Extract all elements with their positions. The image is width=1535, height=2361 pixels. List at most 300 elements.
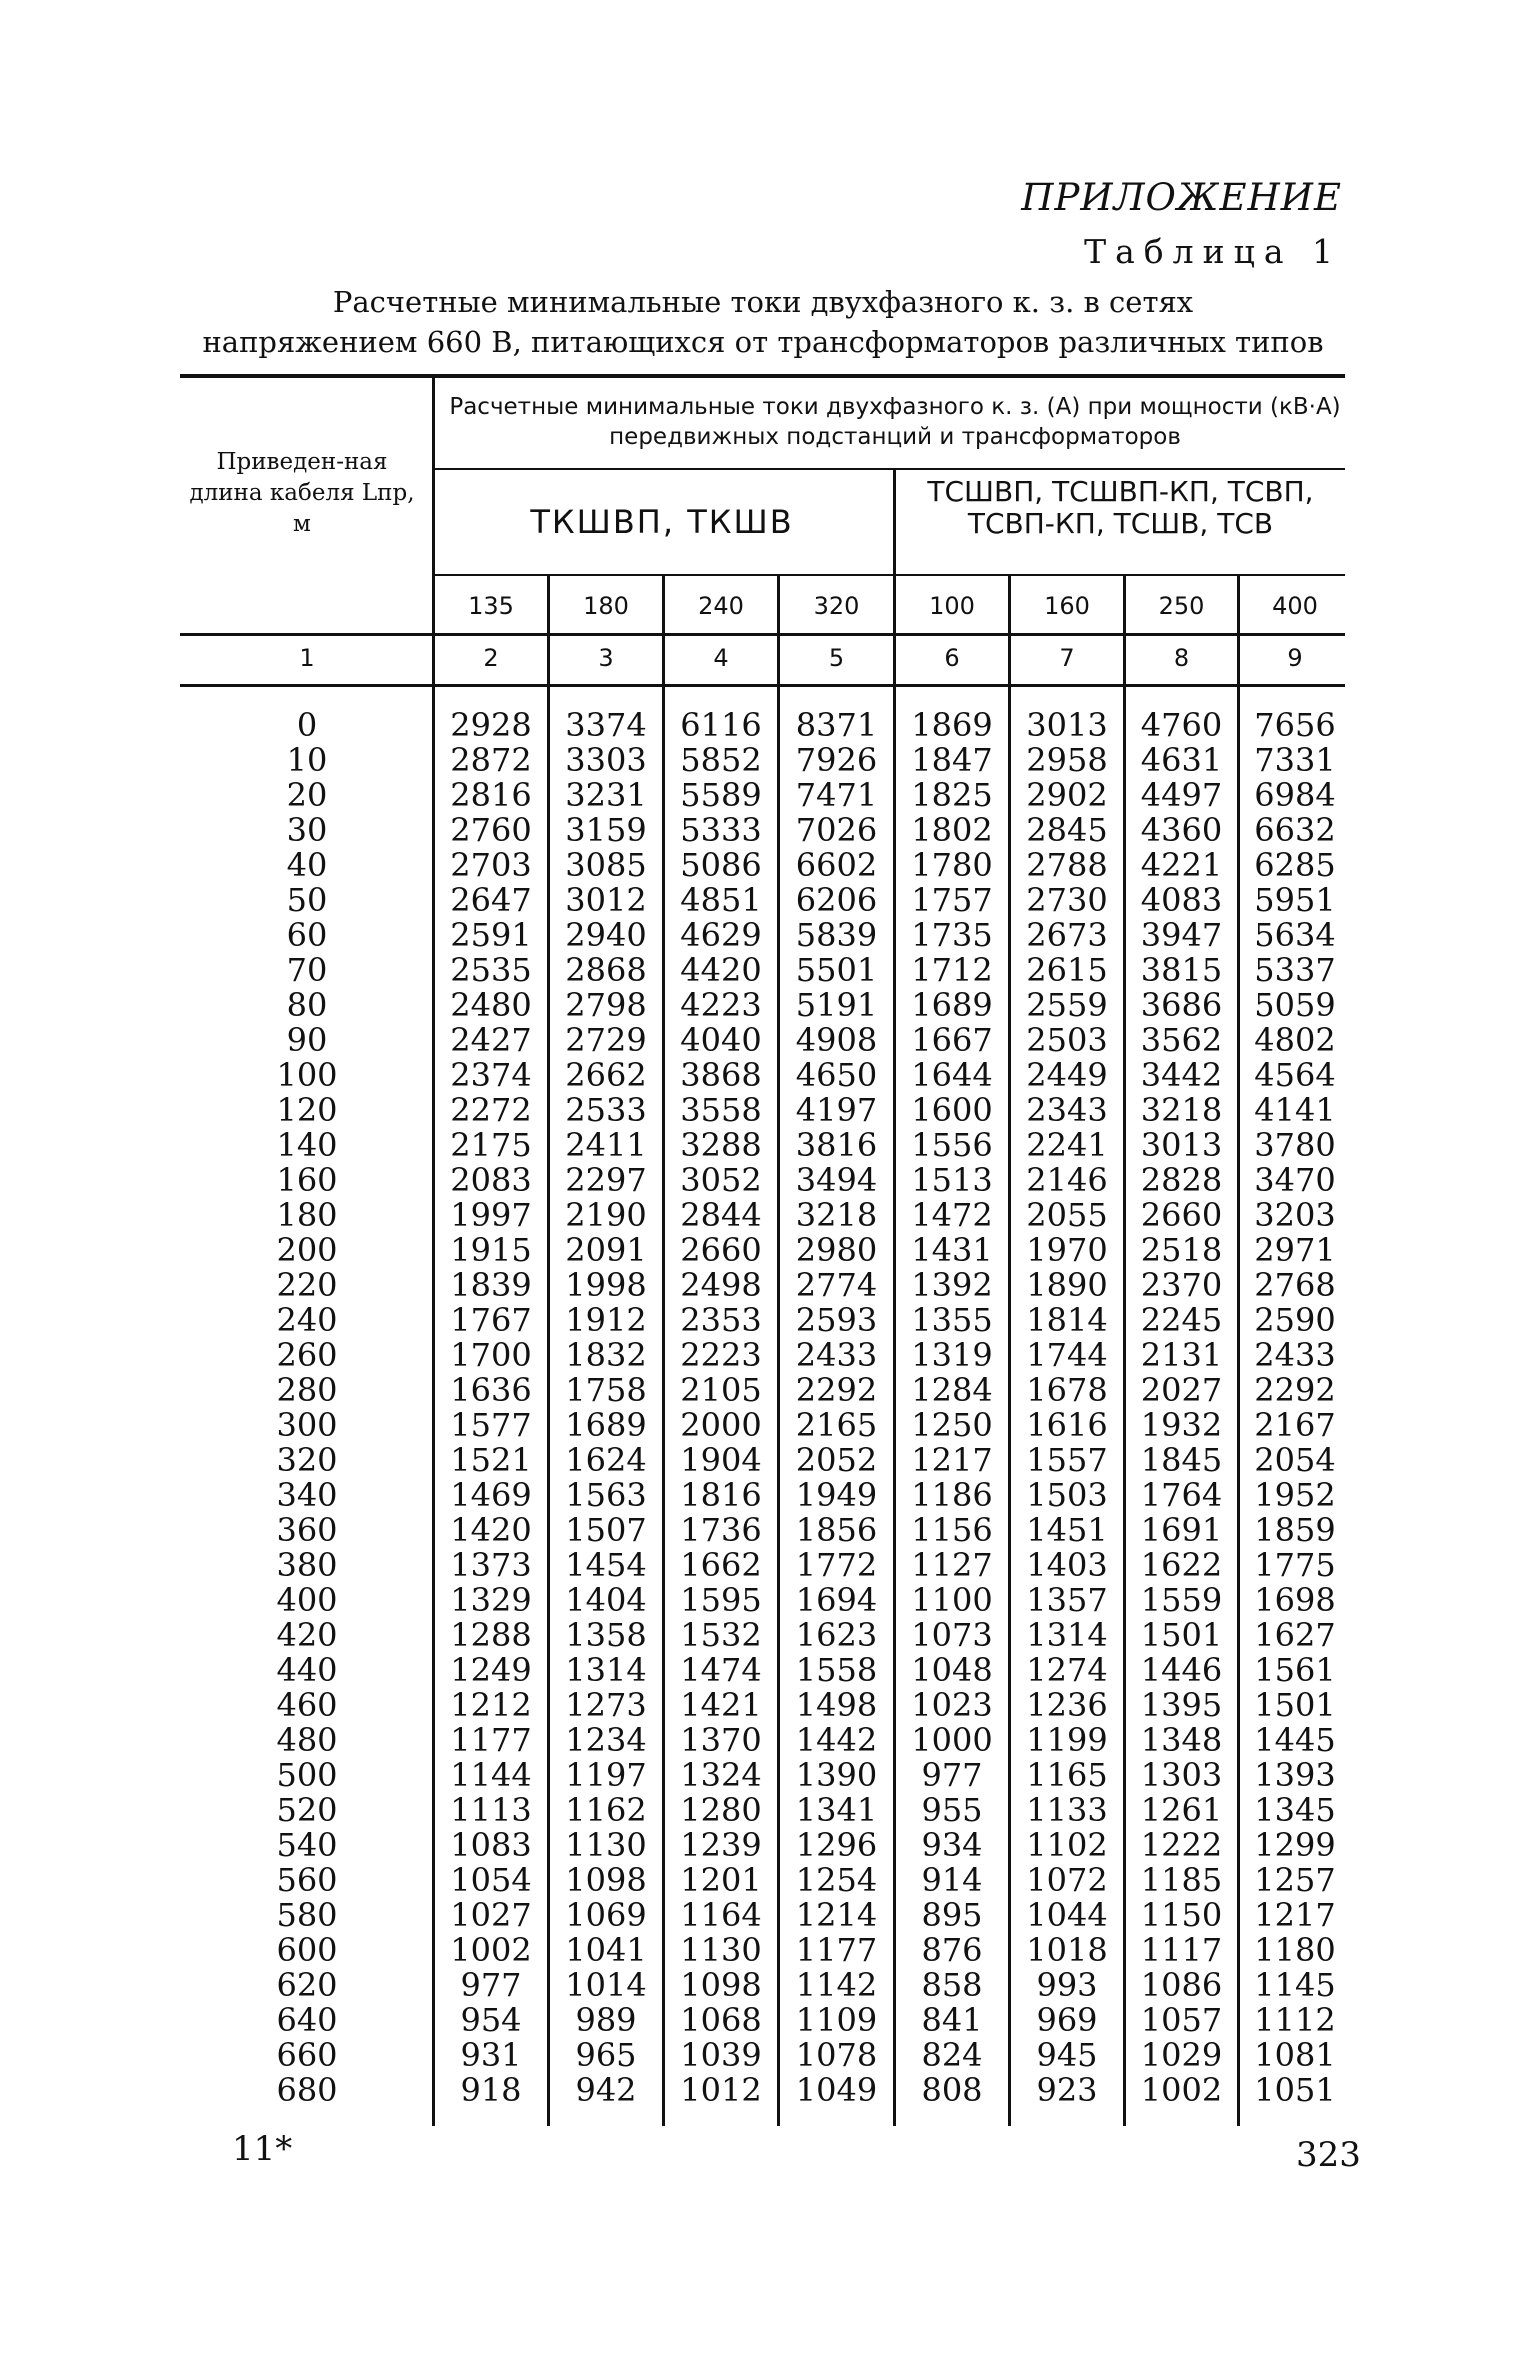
- current-value-cell: 1563: [565, 1476, 647, 1514]
- current-value-cell: 2828: [1140, 1161, 1223, 1199]
- subheader-rule: [433, 468, 1345, 470]
- current-value-cell: 858: [921, 1966, 983, 2004]
- current-value-cell: 1261: [1140, 1791, 1223, 1829]
- current-value-cell: 2343: [1026, 1091, 1108, 1129]
- current-value-cell: 3203: [1254, 1196, 1336, 1234]
- current-value-cell: 2374: [450, 1056, 532, 1094]
- current-value-cell: 1644: [911, 1056, 993, 1094]
- current-value-cell: 1689: [565, 1406, 647, 1444]
- current-value-cell: 1086: [1140, 1966, 1223, 2004]
- currents-header: Расчетные минимальные токи двухфазного к. з. (А) при мощности (кВ·А) передвижных подстанций и трансформаторов: [449, 394, 1341, 450]
- current-value-cell: 2223: [680, 1336, 762, 1374]
- table-row: [0, 1023, 1535, 1058]
- current-value-cell: 2449: [1026, 1056, 1108, 1094]
- current-value-cell: 942: [575, 2071, 637, 2109]
- current-value-cell: 2503: [1026, 1021, 1108, 1059]
- current-value-cell: 1112: [1254, 2001, 1336, 2039]
- current-value-cell: 1600: [911, 1091, 993, 1129]
- current-value-cell: 1421: [680, 1686, 762, 1724]
- power-135: 135: [468, 592, 514, 620]
- current-value-cell: 2533: [565, 1091, 647, 1129]
- current-value-cell: 1622: [1140, 1546, 1223, 1584]
- current-value-cell: 1057: [1140, 2001, 1223, 2039]
- cable-length-cell: 0: [296, 706, 318, 744]
- current-value-cell: 2175: [450, 1126, 532, 1164]
- current-value-cell: 1133: [1026, 1791, 1108, 1829]
- current-value-cell: 1054: [450, 1861, 532, 1899]
- current-value-cell: 1532: [680, 1616, 762, 1654]
- current-value-cell: 1744: [1026, 1336, 1108, 1374]
- current-value-cell: 8371: [795, 706, 878, 744]
- current-value-cell: 4083: [1140, 881, 1223, 919]
- current-value-cell: 1329: [450, 1581, 532, 1619]
- cable-length-cell: 560: [276, 1861, 338, 1899]
- current-value-cell: 841: [921, 2001, 983, 2039]
- current-value-cell: 1073: [911, 1616, 993, 1654]
- current-value-cell: 5839: [795, 916, 878, 954]
- current-value-cell: 5059: [1254, 986, 1336, 1024]
- current-value-cell: 923: [1036, 2071, 1098, 2109]
- table-label: Таблица 1: [1084, 232, 1342, 271]
- table-top-rule: [180, 374, 1345, 378]
- cable-length-cell: 40: [286, 846, 328, 884]
- current-value-cell: 7926: [795, 741, 878, 779]
- current-value-cell: 1758: [565, 1371, 647, 1409]
- current-value-cell: 1932: [1140, 1406, 1223, 1444]
- current-value-cell: 989: [575, 2001, 637, 2039]
- current-value-cell: 2788: [1026, 846, 1108, 884]
- current-value-cell: 1068: [680, 2001, 762, 2039]
- current-value-cell: 2845: [1026, 811, 1108, 849]
- current-value-cell: 1319: [911, 1336, 993, 1374]
- cable-length-cell: 500: [276, 1756, 338, 1794]
- current-value-cell: 3442: [1140, 1056, 1223, 1094]
- table-row: [0, 1233, 1535, 1268]
- current-value-cell: 1029: [1140, 2036, 1223, 2074]
- current-value-cell: 1689: [911, 986, 993, 1024]
- current-value-cell: 1498: [795, 1686, 878, 1724]
- current-value-cell: 1667: [911, 1021, 993, 1059]
- table-row: [0, 743, 1535, 778]
- current-value-cell: 1000: [911, 1721, 993, 1759]
- current-value-cell: 1970: [1026, 1231, 1108, 1269]
- current-value-cell: 5333: [680, 811, 762, 849]
- current-value-cell: 1002: [1140, 2071, 1223, 2109]
- current-value-cell: 954: [460, 2001, 522, 2039]
- current-value-cell: 1839: [450, 1266, 532, 1304]
- current-value-cell: 2518: [1140, 1231, 1223, 1269]
- current-value-cell: 1678: [1026, 1371, 1108, 1409]
- current-value-cell: 1501: [1254, 1686, 1336, 1724]
- current-value-cell: 1847: [911, 741, 993, 779]
- current-value-cell: 1222: [1140, 1826, 1223, 1864]
- current-value-cell: 1445: [1254, 1721, 1336, 1759]
- table-row: [0, 1443, 1535, 1478]
- col-number-4: 4: [713, 644, 729, 672]
- current-value-cell: 1454: [565, 1546, 647, 1584]
- current-value-cell: 4221: [1140, 846, 1223, 884]
- current-value-cell: 4420: [680, 951, 762, 989]
- current-value-cell: 1469: [450, 1476, 532, 1514]
- current-value-cell: 2091: [565, 1231, 647, 1269]
- current-value-cell: 1627: [1254, 1616, 1336, 1654]
- cable-length-cell: 640: [276, 2001, 338, 2039]
- current-value-cell: 969: [1036, 2001, 1098, 2039]
- cable-length-cell: 10: [286, 741, 328, 779]
- current-value-cell: 1113: [450, 1791, 532, 1829]
- cable-length-cell: 480: [276, 1721, 338, 1759]
- current-value-cell: 2165: [795, 1406, 878, 1444]
- current-value-cell: 1314: [565, 1651, 647, 1689]
- current-value-cell: 3470: [1254, 1161, 1336, 1199]
- current-value-cell: 1078: [795, 2036, 878, 2074]
- current-value-cell: 1757: [911, 881, 993, 919]
- current-value-cell: 1700: [450, 1336, 532, 1374]
- power-180: 180: [583, 592, 629, 620]
- current-value-cell: 1736: [680, 1511, 762, 1549]
- current-value-cell: 2971: [1254, 1231, 1336, 1269]
- cable-length-cell: 660: [276, 2036, 338, 2074]
- current-value-cell: 2105: [680, 1371, 762, 1409]
- table-row: [0, 1793, 1535, 1828]
- current-value-cell: 2292: [1254, 1371, 1336, 1409]
- current-value-cell: 1117: [1140, 1931, 1223, 1969]
- table-row: [0, 988, 1535, 1023]
- current-value-cell: 2167: [1254, 1406, 1336, 1444]
- current-value-cell: 1102: [1026, 1826, 1108, 1864]
- current-value-cell: 2052: [795, 1441, 878, 1479]
- cable-length-cell: 440: [276, 1651, 338, 1689]
- current-value-cell: 1288: [450, 1616, 532, 1654]
- current-value-cell: 5191: [795, 986, 878, 1024]
- current-value-cell: 1100: [911, 1581, 993, 1619]
- length-column-header: Приведен-ная длина кабеля Lпр, м: [189, 449, 415, 537]
- table-row: [0, 1373, 1535, 1408]
- current-value-cell: 2590: [1254, 1301, 1336, 1339]
- current-value-cell: 1299: [1254, 1826, 1336, 1864]
- current-value-cell: 1451: [1026, 1511, 1108, 1549]
- caption-line-1: Расчетные минимальные токи двухфазного к. з. в сетях: [332, 285, 1194, 319]
- table-row: [0, 1338, 1535, 1373]
- table-row: [0, 1268, 1535, 1303]
- cable-length-cell: 260: [276, 1336, 338, 1374]
- current-value-cell: 1274: [1026, 1651, 1108, 1689]
- current-value-cell: 1712: [911, 951, 993, 989]
- current-value-cell: 977: [460, 1966, 522, 2004]
- current-value-cell: 1623: [795, 1616, 878, 1654]
- table-row: [0, 1198, 1535, 1233]
- current-value-cell: 1250: [911, 1406, 993, 1444]
- power-400: 400: [1272, 592, 1318, 620]
- current-value-cell: 2872: [450, 741, 532, 779]
- cable-length-cell: 120: [276, 1091, 338, 1129]
- current-value-cell: 1446: [1140, 1651, 1223, 1689]
- current-value-cell: 1239: [680, 1826, 762, 1864]
- current-value-cell: 1357: [1026, 1581, 1108, 1619]
- power-320: 320: [813, 592, 860, 620]
- cable-length-cell: 80: [286, 986, 328, 1024]
- current-value-cell: 5501: [795, 951, 878, 989]
- current-value-cell: 2958: [1026, 741, 1108, 779]
- current-value-cell: 808: [921, 2071, 983, 2109]
- current-value-cell: 3052: [680, 1161, 762, 1199]
- current-value-cell: 1039: [680, 2036, 762, 2074]
- cable-length-cell: 240: [276, 1301, 338, 1339]
- current-value-cell: 1217: [1254, 1896, 1336, 1934]
- current-value-cell: 1280: [680, 1791, 762, 1829]
- current-value-cell: 1345: [1254, 1791, 1336, 1829]
- current-value-cell: 1348: [1140, 1721, 1223, 1759]
- current-value-cell: 3816: [795, 1126, 878, 1164]
- current-value-cell: 1767: [450, 1301, 532, 1339]
- current-value-cell: 2245: [1140, 1301, 1223, 1339]
- cable-length-cell: 180: [276, 1196, 338, 1234]
- current-value-cell: 1577: [450, 1406, 532, 1444]
- current-value-cell: 5086: [680, 846, 762, 884]
- current-value-cell: 1390: [795, 1756, 878, 1794]
- current-value-cell: 1561: [1254, 1651, 1336, 1689]
- current-value-cell: 2297: [565, 1161, 647, 1199]
- table-row: [0, 2038, 1535, 2073]
- table-row: [0, 1618, 1535, 1653]
- current-value-cell: 1403: [1026, 1546, 1108, 1584]
- table-row: [0, 2073, 1535, 2108]
- current-value-cell: 4629: [680, 916, 762, 954]
- current-value-cell: 2131: [1140, 1336, 1223, 1374]
- current-value-cell: 1144: [450, 1756, 532, 1794]
- current-value-cell: 6116: [680, 706, 762, 744]
- current-value-cell: 2928: [450, 706, 532, 744]
- current-value-cell: 1420: [450, 1511, 532, 1549]
- current-value-cell: 5951: [1254, 881, 1336, 919]
- current-value-cell: 4197: [795, 1091, 878, 1129]
- current-value-cell: 1915: [450, 1231, 532, 1269]
- current-value-cell: 2411: [565, 1126, 647, 1164]
- current-value-cell: 2427: [450, 1021, 532, 1059]
- cable-length-cell: 220: [276, 1266, 338, 1304]
- current-value-cell: 1557: [1026, 1441, 1108, 1479]
- current-value-cell: 1041: [565, 1931, 647, 1969]
- current-value-cell: 1814: [1026, 1301, 1108, 1339]
- current-value-cell: 2798: [565, 986, 647, 1024]
- table-row: [0, 1303, 1535, 1338]
- current-value-cell: 1816: [680, 1476, 762, 1514]
- current-value-cell: 1832: [565, 1336, 647, 1374]
- current-value-cell: 2816: [450, 776, 532, 814]
- current-value-cell: 1156: [911, 1511, 993, 1549]
- current-value-cell: 1127: [911, 1546, 993, 1584]
- current-value-cell: 1180: [1254, 1931, 1336, 1969]
- current-value-cell: 6285: [1254, 846, 1336, 884]
- table-row: [0, 1163, 1535, 1198]
- current-value-cell: 1044: [1026, 1896, 1108, 1934]
- cable-length-cell: 300: [276, 1406, 338, 1444]
- current-value-cell: 1507: [565, 1511, 647, 1549]
- table-row: [0, 2003, 1535, 2038]
- table-row: [0, 1758, 1535, 1793]
- col-number-5: 5: [828, 644, 845, 672]
- current-value-cell: 2768: [1254, 1266, 1336, 1304]
- table-row: [0, 1478, 1535, 1513]
- current-value-cell: 2591: [450, 916, 532, 954]
- current-value-cell: 1856: [795, 1511, 878, 1549]
- current-value-cell: 2647: [450, 881, 532, 919]
- current-value-cell: 1072: [1026, 1861, 1108, 1899]
- current-value-cell: 1098: [680, 1966, 762, 2004]
- table-row: [0, 953, 1535, 988]
- current-value-cell: 7656: [1254, 706, 1336, 744]
- current-value-cell: 2054: [1254, 1441, 1336, 1479]
- current-value-cell: 1802: [911, 811, 993, 849]
- current-value-cell: 1314: [1026, 1616, 1108, 1654]
- current-value-cell: 2940: [565, 916, 647, 954]
- current-value-cell: 3374: [565, 706, 647, 744]
- cable-length-cell: 400: [276, 1581, 338, 1619]
- current-value-cell: 1997: [450, 1196, 532, 1234]
- table-row: [0, 1583, 1535, 1618]
- current-value-cell: 1949: [795, 1476, 878, 1514]
- current-value-cell: 1556: [911, 1126, 993, 1164]
- table-row: [0, 1548, 1535, 1583]
- cable-length-cell: 280: [276, 1371, 338, 1409]
- current-value-cell: 1559: [1140, 1581, 1223, 1619]
- cable-length-cell: 140: [276, 1126, 338, 1164]
- current-value-cell: 1624: [565, 1441, 647, 1479]
- table-row: [0, 1408, 1535, 1443]
- current-value-cell: 2559: [1026, 986, 1108, 1024]
- col-number-8: 8: [1173, 644, 1190, 672]
- current-value-cell: 3218: [1140, 1091, 1223, 1129]
- cable-length-cell: 50: [286, 881, 328, 919]
- current-value-cell: 5589: [680, 776, 762, 814]
- current-value-cell: 1165: [1026, 1756, 1108, 1794]
- table-row: [0, 1898, 1535, 1933]
- table-row: [0, 1828, 1535, 1863]
- current-value-cell: 1049: [795, 2071, 878, 2109]
- current-value-cell: 2760: [450, 811, 532, 849]
- col-number-7: 7: [1059, 644, 1075, 672]
- current-value-cell: 955: [921, 1791, 983, 1829]
- current-value-cell: 2730: [1026, 881, 1108, 919]
- current-value-cell: 3815: [1140, 951, 1223, 989]
- table-row: [0, 1653, 1535, 1688]
- current-value-cell: 2673: [1026, 916, 1108, 954]
- current-value-cell: 6984: [1254, 776, 1336, 814]
- current-value-cell: 1780: [911, 846, 993, 884]
- current-value-cell: 1772: [795, 1546, 878, 1584]
- current-value-cell: 6206: [795, 881, 878, 919]
- power-160: 160: [1044, 592, 1090, 620]
- current-value-cell: 1081: [1254, 2036, 1336, 2074]
- current-value-cell: 3218: [795, 1196, 878, 1234]
- current-value-cell: 2774: [795, 1266, 878, 1304]
- current-value-cell: 1501: [1140, 1616, 1223, 1654]
- current-value-cell: 1083: [450, 1826, 532, 1864]
- current-value-cell: 1002: [450, 1931, 532, 1969]
- current-value-cell: 4360: [1140, 811, 1223, 849]
- current-value-cell: 3494: [795, 1161, 878, 1199]
- current-value-cell: 3868: [680, 1056, 762, 1094]
- table-row: [0, 813, 1535, 848]
- col-number-1: 1: [299, 644, 315, 672]
- current-value-cell: 1735: [911, 916, 993, 954]
- current-value-cell: 1023: [911, 1686, 993, 1724]
- cable-length-cell: 420: [276, 1616, 338, 1654]
- current-value-cell: 2660: [1140, 1196, 1223, 1234]
- current-value-cell: 1890: [1026, 1266, 1108, 1304]
- current-value-cell: 1249: [450, 1651, 532, 1689]
- caption-line-2: напряжением 660 В, питающихся от трансформаторов различных типов: [202, 325, 1324, 359]
- cable-length-cell: 580: [276, 1896, 338, 1934]
- current-value-cell: 2190: [565, 1196, 647, 1234]
- power-240: 240: [698, 592, 744, 620]
- current-value-cell: 1358: [565, 1616, 647, 1654]
- current-value-cell: 1698: [1254, 1581, 1336, 1619]
- header-bottom-rule: [180, 633, 1345, 636]
- col-number-6: 6: [944, 644, 960, 672]
- current-value-cell: 2703: [450, 846, 532, 884]
- current-value-cell: 3231: [565, 776, 647, 814]
- current-value-cell: 965: [575, 2036, 637, 2074]
- current-value-cell: 1162: [565, 1791, 647, 1829]
- current-value-cell: 1869: [911, 706, 993, 744]
- cable-length-cell: 680: [276, 2071, 338, 2109]
- current-value-cell: 2868: [565, 951, 647, 989]
- current-value-cell: 1027: [450, 1896, 532, 1934]
- current-value-cell: 2535: [450, 951, 532, 989]
- current-value-cell: 1130: [680, 1931, 762, 1969]
- current-value-cell: 4908: [795, 1021, 878, 1059]
- current-value-cell: 1998: [565, 1266, 647, 1304]
- current-value-cell: 3780: [1254, 1126, 1336, 1164]
- table-row: [0, 1933, 1535, 1968]
- current-value-cell: 1130: [565, 1826, 647, 1864]
- current-value-cell: 993: [1036, 1966, 1098, 2004]
- current-value-cell: 2370: [1140, 1266, 1223, 1304]
- cable-length-cell: 100: [276, 1056, 338, 1094]
- current-value-cell: 1185: [1140, 1861, 1223, 1899]
- current-value-cell: 934: [921, 1826, 983, 1864]
- current-value-cell: 1775: [1254, 1546, 1336, 1584]
- table-row: [0, 848, 1535, 883]
- current-value-cell: 3085: [565, 846, 647, 884]
- current-value-cell: 1845: [1140, 1441, 1223, 1479]
- cable-length-cell: 540: [276, 1826, 338, 1864]
- cable-length-cell: 520: [276, 1791, 338, 1829]
- col-number-9: 9: [1287, 644, 1303, 672]
- current-value-cell: 1051: [1254, 2071, 1336, 2109]
- current-value-cell: 1373: [450, 1546, 532, 1584]
- cable-length-cell: 160: [276, 1161, 338, 1199]
- current-value-cell: 1257: [1254, 1861, 1336, 1899]
- page-number: 323: [1296, 2135, 1361, 2175]
- col-number-2: 2: [483, 644, 499, 672]
- current-value-cell: 2433: [795, 1336, 878, 1374]
- current-value-cell: 1098: [565, 1861, 647, 1899]
- current-value-cell: 2027: [1140, 1371, 1223, 1409]
- current-value-cell: 1150: [1140, 1896, 1223, 1934]
- current-value-cell: 1109: [795, 2001, 878, 2039]
- table-row: [0, 1723, 1535, 1758]
- current-value-cell: 1217: [911, 1441, 993, 1479]
- current-value-cell: 1199: [1026, 1721, 1108, 1759]
- current-value-cell: 1324: [680, 1756, 762, 1794]
- group-header-tsshvp: ТСШВП, ТСШВП-КП, ТСВП, ТСВП-КП, ТСШВ, ТСВ: [927, 475, 1314, 540]
- current-value-cell: 1691: [1140, 1511, 1223, 1549]
- current-value-cell: 1474: [680, 1651, 762, 1689]
- current-value-cell: 1012: [680, 2071, 762, 2109]
- table-row: [0, 1968, 1535, 2003]
